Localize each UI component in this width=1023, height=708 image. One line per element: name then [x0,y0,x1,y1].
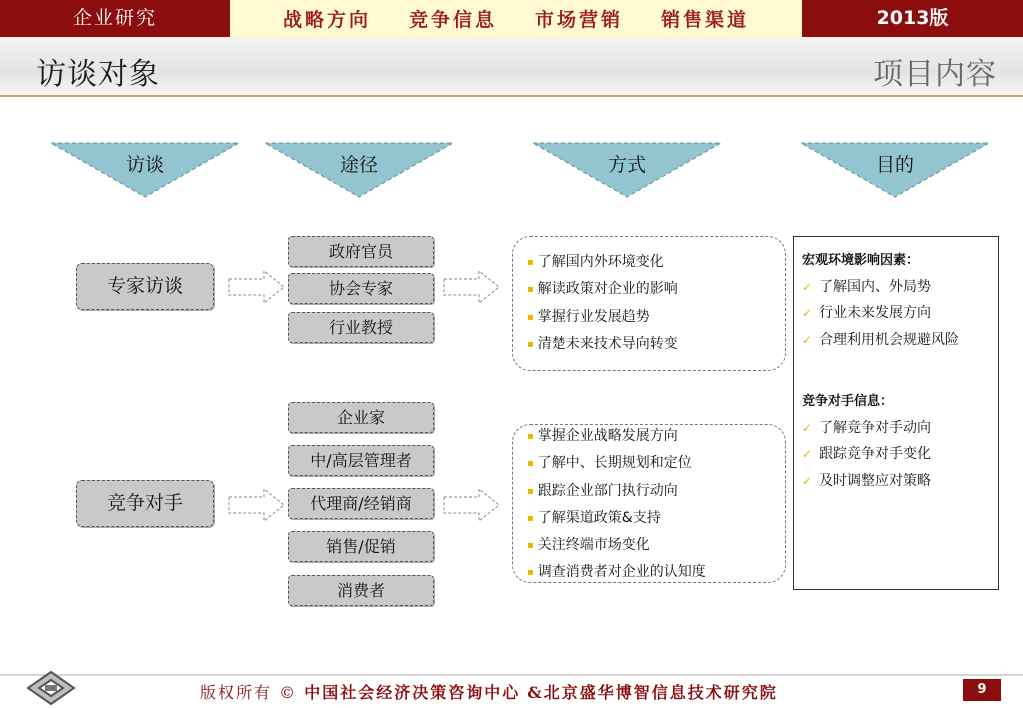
channel-item: 代理商/经销商 [288,488,434,519]
group-expert-interview: 专家访谈 [76,263,214,310]
arrow-right-icon [228,270,286,304]
nav-item-sales-channel[interactable]: 销售渠道 [661,9,750,31]
purpose-item: ✓ 了解国内、外局势 [802,279,932,295]
method-item: ▪ 了解国内外环境变化 [527,254,664,270]
checkmark-icon: ✓ [802,421,813,435]
methods-box-competitor [512,424,786,583]
arrow-right-icon [443,488,501,522]
arrow-right-icon [228,488,286,522]
purpose-box [793,236,999,590]
top-bar [0,0,1023,37]
bullet-icon: ▪ [527,431,534,442]
bullet-icon: ▪ [527,512,534,524]
nav-item-competition[interactable]: 竞争信息 [408,9,497,31]
bullet-icon: ▪ [527,338,534,350]
section-label: 项目内容 [873,57,997,92]
column-header-interview [50,142,240,198]
method-item: ▪ 解读政策对企业的影响 [527,281,678,298]
method-item: ▪ 掌握企业战略发展方向 [527,428,678,444]
bullet-icon: ▪ [527,567,534,579]
checkmark-icon: ✓ [802,473,813,488]
column-header-method [532,142,722,198]
methods-box-expert [512,236,786,371]
group-competitor: 竞争对手 [76,480,214,527]
method-item: ▪ 调查消费者对企业的认知度 [527,564,706,581]
channel-item: 行业教授 [288,312,434,343]
checkmark-icon: ✓ [802,332,813,347]
topbar-nav [230,0,802,37]
channel-item: 中/高层管理者 [288,445,434,476]
column-header-label: 访谈 [125,154,164,176]
purpose-item: ✓ 合理利用机会规避风险 [802,331,960,348]
column-header-label: 方式 [607,154,646,176]
method-item: ▪ 关注终端市场变化 [527,537,650,554]
channel-item: 协会专家 [288,273,434,304]
logo-icon [26,670,76,706]
topbar-version: 2013版 [802,0,1023,37]
column-header-label: 途径 [339,154,378,176]
bullet-icon: ▪ [527,257,534,268]
purpose-item: ✓ 及时调整应对策略 [802,472,932,489]
header-band [0,37,1023,97]
channel-item: 政府官员 [288,236,434,267]
copyright-prefix: 版权所有 © [200,683,298,702]
channel-item: 企业家 [288,402,434,433]
bullet-icon: ▪ [527,540,534,552]
org-rest: &北京盛华博智信息技术研究院 [527,683,778,702]
method-item: ▪ 了解渠道政策&支持 [527,509,661,526]
method-item: ▪ 清楚未来技术导向转变 [527,335,678,352]
checkmark-icon: ✓ [802,306,813,321]
checkmark-icon: ✓ [802,280,813,294]
bullet-icon: ▪ [527,311,534,323]
column-header-label: 目的 [875,154,914,176]
org-main: 中国社会经济决策咨询中心 [304,683,521,702]
bullet-icon: ▪ [527,458,534,470]
arrow-right-icon [443,270,501,304]
footer-copyright [200,680,778,703]
column-header-channel [264,142,454,198]
topbar-left-label: 企业研究 [0,0,230,37]
purpose-item: ✓ 行业未来发展方向 [802,305,932,322]
footer-divider [0,674,1023,676]
checkmark-icon: ✓ [802,447,813,462]
page-title: 访谈对象 [36,57,160,92]
channel-item: 消费者 [288,575,434,606]
method-item: ▪ 了解中、长期规划和定位 [527,455,692,472]
bullet-icon: ▪ [527,284,534,296]
purpose-macro-title: 宏观环境影响因素： [802,253,920,268]
method-item: ▪ 掌握行业发展趋势 [527,308,650,325]
nav-item-strategy[interactable]: 战略方向 [282,9,371,31]
purpose-item: ✓ 跟踪竞争对手变化 [802,446,932,463]
page-number: 9 [963,679,1001,701]
channel-item: 销售/促销 [288,531,434,562]
nav-item-marketing[interactable]: 市场营销 [535,9,624,31]
column-header-purpose [800,142,990,198]
purpose-item: ✓ 了解竞争对手动向 [802,420,932,436]
bullet-icon: ▪ [527,485,534,497]
purpose-competitor-title: 竞争对手信息： [802,394,894,409]
method-item: ▪ 跟踪企业部门执行动向 [527,482,678,499]
